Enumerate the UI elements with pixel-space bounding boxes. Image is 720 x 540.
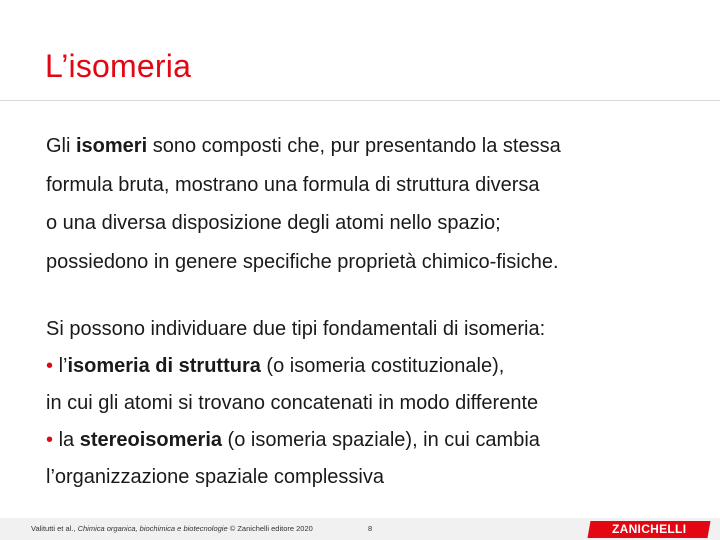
slide-title: L’isomeria: [45, 48, 192, 84]
bullet-item: [46, 348, 545, 385]
text-run: (o isomeria costituzionale),: [260, 355, 505, 377]
footer-publisher: © Zanichelli editore 2020: [227, 524, 313, 533]
footer-authors: Valitutti et al.,: [31, 524, 78, 533]
keyword-isomeria-di-struttura: isomeria di struttura: [67, 355, 261, 377]
footer-book-title: Chimica organica, biochimica e biotecnologie: [77, 524, 228, 533]
bullet-continuation: in cui gli atomi si trovano concatenati in modo differente: [46, 392, 539, 414]
bullet-continuation: l’organizzazione spaziale complessiva: [46, 466, 384, 488]
types-paragraph: [46, 311, 545, 496]
paragraph-line: [46, 127, 561, 166]
bullet-icon: •: [46, 429, 54, 451]
page-number: 8: [368, 524, 373, 533]
text-run: l’: [53, 355, 68, 377]
text-run: la: [53, 429, 80, 451]
paragraph-line: Si possono individuare due tipi fondamentali di isomeria:: [46, 318, 546, 340]
paragraph-line: o una diversa disposizione degli atomi nello spazio;: [46, 212, 501, 234]
paragraph-line: formula bruta, mostrano una formula di struttura diversa: [46, 173, 540, 196]
keyword-isomeri: isomeri: [76, 135, 148, 157]
footer-credit: [31, 524, 313, 534]
paragraph-line: possiedono in genere specifiche proprietà chimico-fisiche.: [46, 250, 559, 273]
keyword-stereoisomeria: stereoisomeria: [79, 429, 222, 451]
logo-text: ZANICHELLI: [611, 522, 687, 536]
text-run: (o isomeria spaziale), in cui cambia: [222, 429, 540, 451]
slide-footer: [0, 518, 720, 540]
bullet-item: [46, 422, 545, 459]
bullet-icon: •: [46, 355, 54, 377]
zanichelli-logo: [588, 521, 711, 538]
definition-paragraph: [46, 127, 561, 281]
text-run: Gli: [46, 135, 76, 157]
title-divider: [0, 100, 720, 101]
text-run: sono composti che, pur presentando la stessa: [147, 135, 561, 157]
